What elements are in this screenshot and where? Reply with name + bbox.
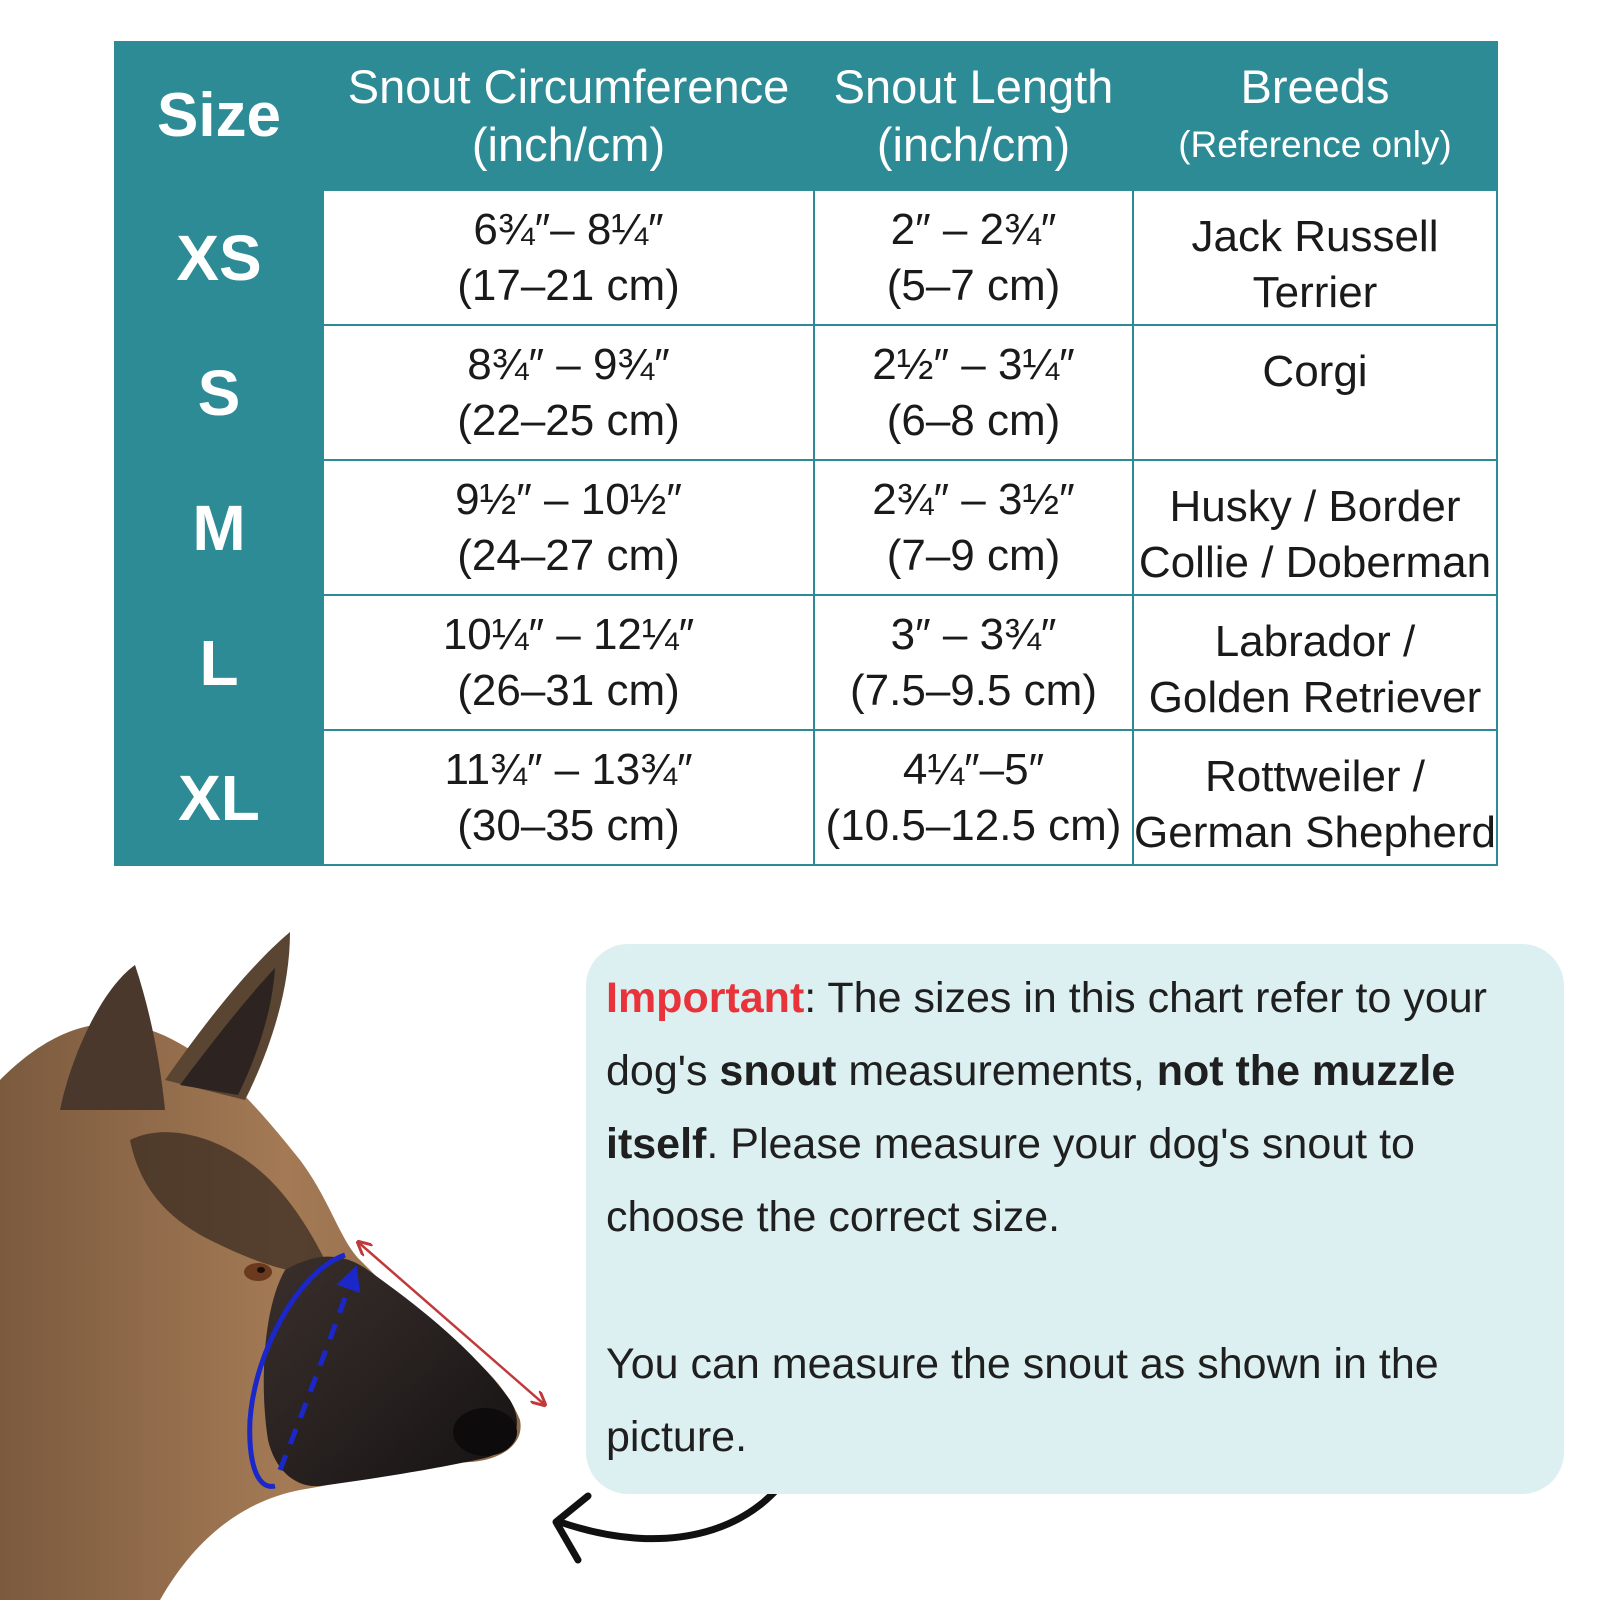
breed-cell	[1133, 460, 1497, 595]
length-cell	[814, 325, 1133, 460]
length-cell	[814, 190, 1133, 325]
size-label: L	[115, 595, 323, 730]
breed-cell	[1133, 325, 1497, 460]
breed-line: Golden Retriever	[1148, 673, 1482, 722]
circumference-cell	[323, 325, 814, 460]
circumference-inch: 8¾″ – 9¾″	[467, 339, 670, 389]
breed-line: Husky / Border	[1169, 482, 1461, 531]
size-label: XL	[115, 730, 323, 865]
length-inch: 4¼″–5″	[902, 744, 1045, 794]
note-paragraph	[606, 962, 1540, 1254]
circumference-cm: (24–27 cm)	[457, 530, 680, 580]
table-header-row	[115, 42, 1497, 190]
breed-cell	[1133, 190, 1497, 325]
header-snout-length	[814, 42, 1133, 190]
header-circumference-title: Snout Circumference	[347, 60, 790, 113]
circumference-cm: (30–35 cm)	[457, 800, 680, 850]
size-label: S	[115, 325, 323, 460]
breed-line: Terrier	[1252, 268, 1378, 317]
breed-line: Jack Russell	[1191, 212, 1439, 261]
circumference-cm: (22–25 cm)	[457, 395, 680, 445]
length-inch: 2″ – 2¾″	[890, 204, 1057, 254]
breed-line: Rottweiler /	[1204, 752, 1426, 801]
important-label: Important	[606, 974, 805, 1022]
circumference-inch: 6¾″– 8¼″	[473, 204, 664, 254]
size-label: XS	[115, 190, 323, 325]
length-cell	[814, 595, 1133, 730]
dog-head-shape	[0, 1024, 521, 1600]
breed-cell	[1133, 730, 1497, 865]
breed-cell	[1133, 595, 1497, 730]
header-breeds	[1133, 42, 1497, 190]
breed-line: Collie / Doberman	[1138, 538, 1492, 587]
table-row	[115, 190, 1497, 325]
header-snout-circumference	[323, 42, 814, 190]
note-text: : The sizes in this chart refer to your dog's	[606, 974, 1487, 1095]
table-row	[115, 325, 1497, 460]
length-cm: (6–8 cm)	[886, 395, 1061, 445]
circumference-inch: 10¼″ – 12¼″	[442, 609, 695, 659]
header-length-unit: (inch/cm)	[876, 118, 1071, 171]
length-inch: 3″ – 3¾″	[890, 609, 1057, 659]
header-circumference-unit: (inch/cm)	[471, 118, 666, 171]
dog-eye	[244, 1263, 272, 1281]
breed-line: Corgi	[1262, 347, 1368, 396]
circumference-cell	[323, 460, 814, 595]
length-inch: 2¾″ – 3½″	[872, 474, 1075, 524]
header-breeds-title: Breeds	[1240, 60, 1390, 113]
table-row	[115, 460, 1497, 595]
note-bold-snout: snout	[719, 1047, 837, 1095]
length-cm: (7–9 cm)	[886, 530, 1061, 580]
size-chart-table	[114, 41, 1498, 866]
dog-nose	[453, 1408, 517, 1456]
length-cell	[814, 460, 1133, 595]
note-paragraph-picture: You can measure the snout as shown in the picture.	[606, 1340, 1439, 1461]
note-text: . Please measure your dog's snout to choose the correct size.	[606, 1120, 1415, 1241]
length-cell	[814, 730, 1133, 865]
circumference-cm: (26–31 cm)	[457, 665, 680, 715]
length-cm: (10.5–12.5 cm)	[825, 800, 1122, 850]
header-breeds-note: (Reference only)	[1178, 124, 1452, 165]
breed-line: Labrador /	[1214, 617, 1416, 666]
dog-head-illustration	[0, 930, 600, 1600]
header-length-title: Snout Length	[833, 60, 1114, 113]
length-cm: (7.5–9.5 cm)	[850, 665, 1097, 715]
circumference-cell	[323, 190, 814, 325]
note-bold-not-muzzle: not the muzzle itself	[606, 1047, 1456, 1168]
length-inch: 2½″ – 3¼″	[872, 339, 1075, 389]
circumference-inch: 11¾″ – 13¾″	[444, 744, 693, 794]
circumference-inch: 9½″ – 10½″	[455, 474, 682, 524]
breed-line: German Shepherd	[1134, 808, 1496, 857]
circumference-cell	[323, 730, 814, 865]
note-text: measurements,	[836, 1047, 1157, 1095]
circumference-cell	[323, 595, 814, 730]
measurement-note-panel	[586, 944, 1564, 1494]
size-label: M	[115, 460, 323, 595]
header-size: Size	[115, 42, 323, 190]
length-cm: (5–7 cm)	[886, 260, 1061, 310]
table-row	[115, 595, 1497, 730]
circumference-cm: (17–21 cm)	[457, 260, 680, 310]
table-row	[115, 730, 1497, 865]
